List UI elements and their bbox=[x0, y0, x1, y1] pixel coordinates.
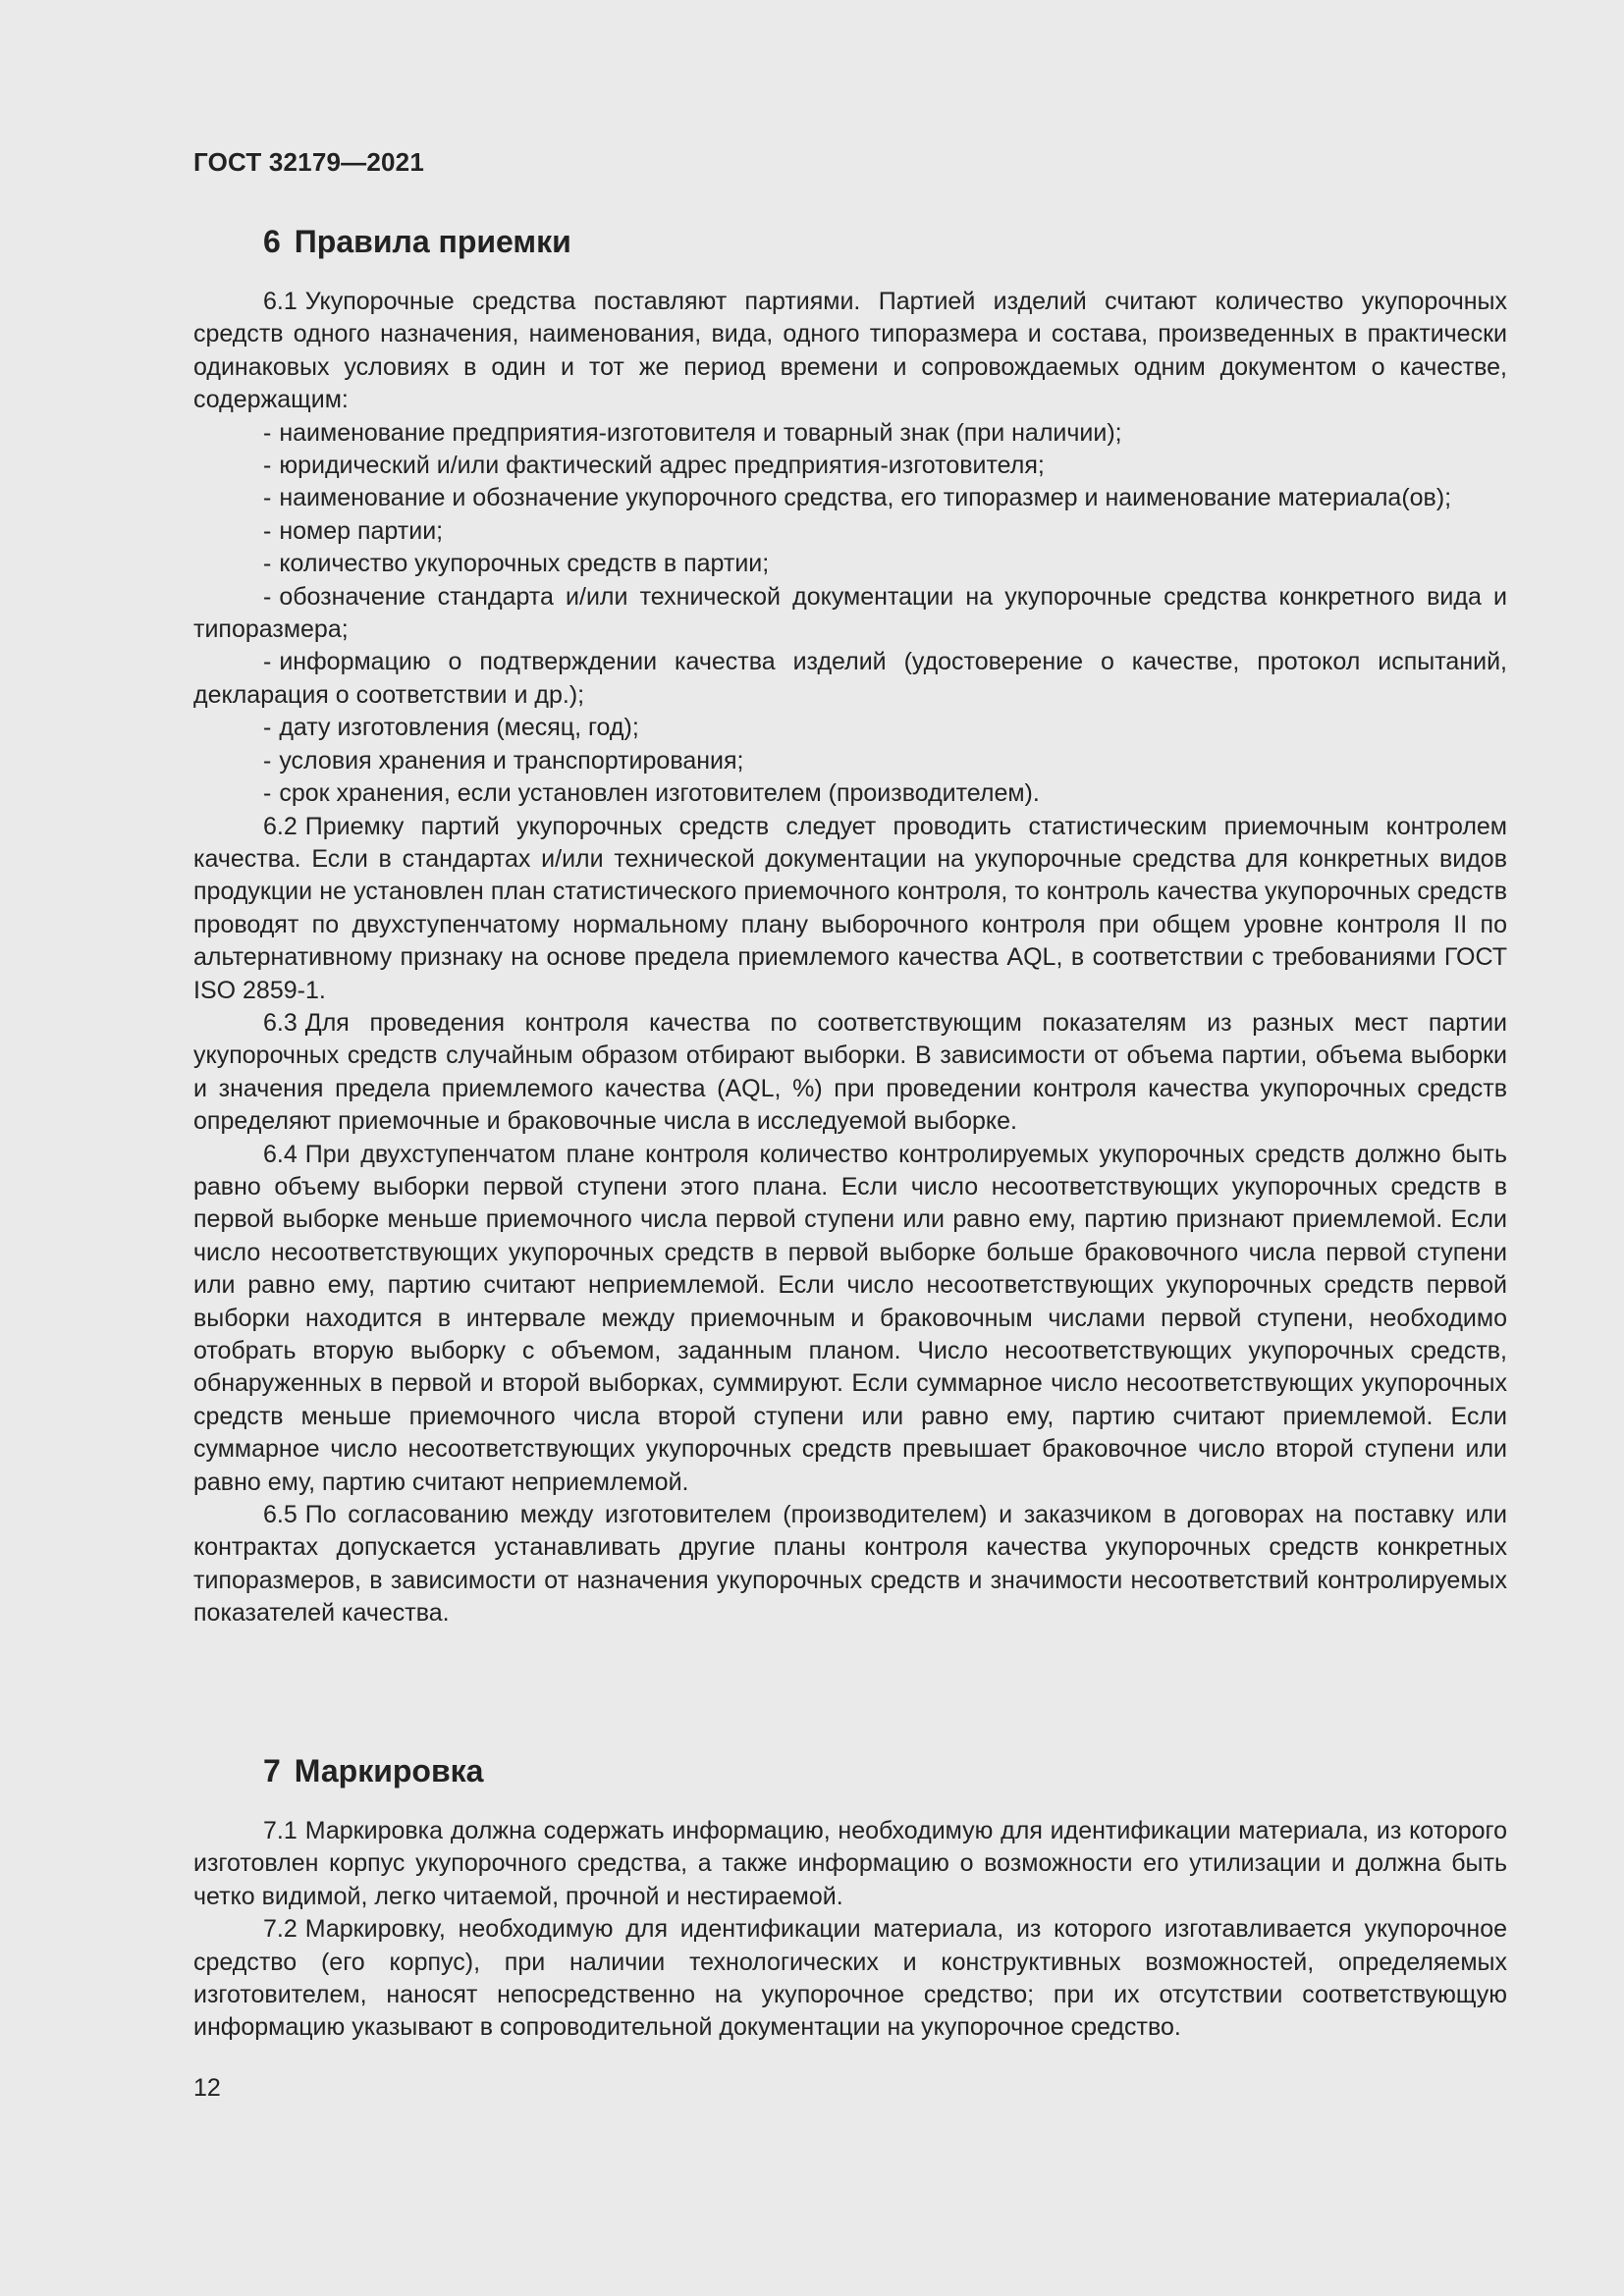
list-item: - юридический и/или фактический адрес предприятия-изготовителя; bbox=[263, 452, 1045, 480]
clause-7-2-text: Маркировку, необходимую для идентификации материала, из которого изготавливается укупорочное средство (его корпус), при наличии технологических и конструктивных возможностей, определяемых изготовителем, наносят непосредственно на укупорочное средство; при их отсутствии соответствующую информацию указывают в сопроводительной документации на укупорочное средство. bbox=[193, 1915, 1507, 2042]
clause-6-3 bbox=[193, 1007, 1507, 1139]
list-item: - срок хранения, если установлен изготовителем (производителем). bbox=[263, 779, 1040, 808]
clause-6-4-text: При двухступенчатом плане контроля количество контролируемых укупорочных средств должно быть равно объему выборки первой ступени этого плана. Если число несоответствующих укупорочных средств в первой выборке меньше приемочного числа первой ступени или равно ему, партию признают приемлемой. Если число несоответствующих укупорочных средств в первой выборке больше браковочного числа первой ступени или равно ему, партию считают неприемлемой. Если число несоответствующих укупорочных средств первой выборки находится в интервале между приемочным и браковочным числами первой ступени, необходимо отобрать вторую выборку с объемом, заданным планом. Число несоответствующих укупорочных средств, обнаруженных в первой и второй выборках, суммируют. Если суммарное число несоответствующих укупорочных средств меньше приемочного числа второй ступени или равно ему, партию считают приемлемой. Если суммарное число несоответствующих укупорочных средств превышает браковочное число второй ступени или равно ему, партию считают неприемлемой. bbox=[193, 1140, 1507, 1496]
clause-6-5 bbox=[193, 1499, 1507, 1630]
list-item: - дату изготовления (месяц, год); bbox=[263, 714, 639, 742]
section-6-title: Правила приемки bbox=[294, 224, 571, 259]
clause-6-3-number: 6.3 bbox=[263, 1008, 298, 1037]
page-number: 12 bbox=[193, 2074, 221, 2102]
clause-6-1-text: Укупорочные средства поставляют партиями. Партией изделий считают количество укупорочных средств одного назначения, наименования, вида, одного типоразмера и состава, произведенных в практически одинаковых условиях в один и тот же период времени и сопровождаемых одним документом о качестве, содержащим: bbox=[193, 288, 1507, 414]
clause-6-5-text: По согласованию между изготовителем (производителем) и заказчиком в договорах на поставку или контрактах допускается устанавливать другие планы контроля качества укупорочных средств конкретных типоразмеров, в зависимости от назначения укупорочных средств и значимости несоответствий контролируемых показателей качества. bbox=[193, 1501, 1507, 1628]
list-item: - номер партии; bbox=[263, 516, 444, 545]
section-6-body bbox=[193, 286, 1507, 1630]
list-item: - обозначение стандарта и/или технической документации на укупорочные средства конкретного вида и типоразмера; bbox=[193, 582, 1507, 644]
section-6-number: 6 bbox=[263, 224, 281, 259]
clause-6-1-number: 6.1 bbox=[263, 288, 298, 315]
clause-7-1-text: Маркировка должна содержать информацию, необходимую для идентификации материала, из которого изготовлен корпус укупорочного средства, а также информацию о возможности его утилизации и должна быть четко видимой, легко читаемой, прочной и нестираемой. bbox=[193, 1817, 1507, 1910]
document-header: ГОСТ 32179—2021 bbox=[193, 147, 424, 177]
list-item: - наименование предприятия-изготовителя и товарный знак (при наличии); bbox=[263, 418, 1122, 447]
clause-7-1-number: 7.1 bbox=[263, 1817, 298, 1844]
list-item: - условия хранения и транспортирования; bbox=[263, 746, 744, 774]
list-item: - наименование и обозначение укупорочного средства, его типоразмер и наименование материала(ов); bbox=[263, 484, 1452, 512]
section-7-body bbox=[193, 1815, 1507, 2045]
clause-6-2-text: Приемку партий укупорочных средств следует проводить статистическим приемочным контролем качества. Если в стандартах и/или технической документации на укупорочные средства для конкретных видов продукции не установлен план статистического приемочного контроля, то контроль качества укупорочных средств проводят по двухступенчатому нормальному плану выборочного контроля при общем уровне контроля II по альтернативному признаку на основе предела приемлемого качества AQL, в соответствии с требованиями ГОСТ ISO 2859-1. bbox=[193, 812, 1507, 1004]
clause-6-4-number: 6.4 bbox=[263, 1140, 298, 1168]
section-7-heading bbox=[263, 1753, 483, 1789]
clause-6-4 bbox=[193, 1139, 1507, 1499]
clause-6-5-number: 6.5 bbox=[263, 1501, 298, 1529]
clause-7-2 bbox=[193, 1913, 1507, 2045]
list-item: - информацию о подтверждении качества изделий (удостоверение о качестве, протокол испытаний, декларация о соответствии и др.); bbox=[193, 648, 1507, 709]
section-7-title: Маркировка bbox=[294, 1753, 484, 1789]
clause-6-2 bbox=[193, 811, 1507, 1007]
clause-7-2-number: 7.2 bbox=[263, 1915, 298, 1944]
clause-6-3-text: Для проведения контроля качества по соответствующим показателям из разных мест партии укупорочных средств случайным образом отбирают выборки. В зависимости от объема партии, объема выборки и значения предела приемлемого качества (AQL, %) при проведении контроля качества укупорочных средств определяют приемочные и браковочные числа в исследуемой выборке. bbox=[193, 1008, 1507, 1136]
clause-7-1 bbox=[193, 1815, 1507, 1913]
list-item: - количество укупорочных средств в партии; bbox=[263, 550, 770, 578]
section-7-number: 7 bbox=[263, 1753, 281, 1789]
clause-6-1 bbox=[193, 286, 1507, 417]
clause-6-2-number: 6.2 bbox=[263, 812, 298, 840]
section-6-heading bbox=[263, 224, 571, 260]
